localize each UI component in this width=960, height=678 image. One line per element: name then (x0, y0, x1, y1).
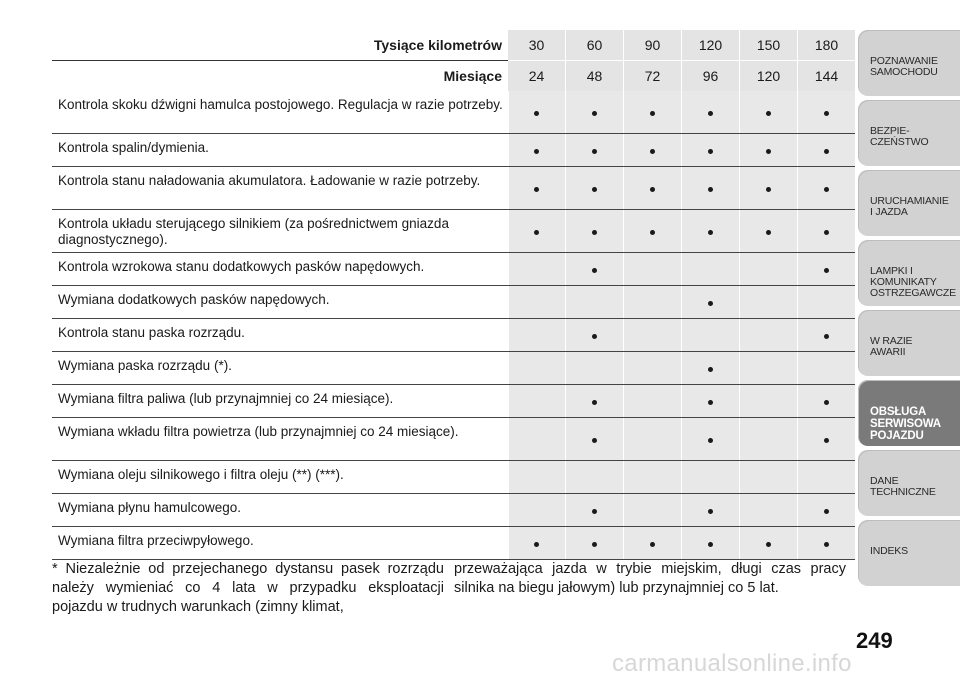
tab-label: W RAZIE AWARII (870, 335, 913, 358)
bullet-icon (708, 149, 713, 154)
interval-cell (624, 253, 682, 286)
interval-cell (798, 91, 856, 134)
interval-cell (682, 418, 740, 461)
interval-cell (740, 134, 798, 167)
row-description: Wymiana filtra przeciwpyłowego. (52, 527, 508, 560)
bullet-icon (592, 509, 597, 514)
interval-cell (682, 527, 740, 560)
bullet-icon (534, 111, 539, 116)
bullet-icon (592, 400, 597, 405)
table-row (52, 253, 855, 286)
interval-cell (566, 352, 624, 385)
interval-cell (798, 319, 856, 352)
table-row (52, 385, 855, 418)
interval-cell (566, 286, 624, 319)
row-description: Kontrola wzrokowa stanu dodatkowych pasków napędowych. (52, 253, 508, 286)
month-value: 120 (740, 61, 798, 92)
table-row (52, 91, 855, 134)
interval-cell (740, 167, 798, 210)
row-description: Wymiana filtra paliwa (lub przynajmniej co 24 miesiące). (52, 385, 508, 418)
table-row (52, 319, 855, 352)
bullet-icon (824, 230, 829, 235)
month-value: 24 (508, 61, 566, 92)
tab-label: INDEKS (870, 545, 908, 557)
interval-cell (624, 527, 682, 560)
bullet-icon (708, 187, 713, 192)
interval-cell (508, 527, 566, 560)
table-body (52, 30, 855, 560)
interval-cell (740, 210, 798, 253)
interval-cell (508, 319, 566, 352)
interval-cell (508, 286, 566, 319)
interval-cell (624, 210, 682, 253)
bullet-icon (766, 111, 771, 116)
interval-cell (798, 494, 856, 527)
bullet-icon (592, 542, 597, 547)
interval-cell (798, 253, 856, 286)
interval-cell (798, 286, 856, 319)
interval-cell (740, 286, 798, 319)
interval-cell (624, 461, 682, 494)
interval-cell (624, 91, 682, 134)
tab-dane-techniczne[interactable] (858, 450, 960, 516)
tab-obsluga-serwisowa[interactable] (858, 380, 960, 446)
interval-cell (624, 418, 682, 461)
tab-bezpieczenstwo[interactable] (858, 100, 960, 166)
interval-cell (624, 385, 682, 418)
interval-cell (566, 134, 624, 167)
bullet-icon (824, 268, 829, 273)
month-value: 96 (682, 61, 740, 92)
month-value: 48 (566, 61, 624, 92)
row-description: Wymiana wkładu filtra powietrza (lub przynajmniej co 24 miesiące). (52, 418, 508, 461)
interval-cell (798, 352, 856, 385)
km-value: 60 (566, 30, 624, 61)
bullet-icon (708, 367, 713, 372)
bullet-icon (592, 334, 597, 339)
interval-cell (798, 210, 856, 253)
bullet-icon (708, 438, 713, 443)
interval-cell (624, 319, 682, 352)
bullet-icon (592, 268, 597, 273)
row-description: Wymiana dodatkowych pasków napędowych. (52, 286, 508, 319)
row-description: Kontrola układu sterującego silnikiem (za pośrednictwem gniazda diagnostycznego). (52, 210, 508, 253)
interval-cell (682, 91, 740, 134)
footnote-left: * Niezależnie od przejechanego dystansu pasek rozrządu należy wymieniać co 4 lata w przypadku eksploatacji pojazdu w trudnych warunkach (zimny klimat, (52, 561, 444, 615)
interval-cell (508, 461, 566, 494)
tab-label: URUCHAMIANIE I JAZDA (870, 195, 949, 218)
interval-cell (682, 319, 740, 352)
maintenance-schedule-table (52, 30, 855, 560)
bullet-icon (824, 334, 829, 339)
interval-cell (508, 253, 566, 286)
table-row (52, 286, 855, 319)
bullet-icon (766, 230, 771, 235)
km-value: 30 (508, 30, 566, 61)
interval-cell (508, 494, 566, 527)
interval-cell (508, 91, 566, 134)
interval-cell (798, 134, 856, 167)
interval-cell (798, 461, 856, 494)
row-description: Wymiana płynu hamulcowego. (52, 494, 508, 527)
bullet-icon (708, 230, 713, 235)
bullet-icon (650, 111, 655, 116)
bullet-icon (592, 438, 597, 443)
table-row (52, 352, 855, 385)
interval-cell (566, 210, 624, 253)
interval-cell (508, 385, 566, 418)
bullet-icon (650, 230, 655, 235)
bullet-icon (824, 400, 829, 405)
interval-cell (508, 167, 566, 210)
interval-cell (682, 167, 740, 210)
interval-cell (508, 418, 566, 461)
bullet-icon (534, 187, 539, 192)
interval-cell (566, 418, 624, 461)
km-label: Tysiące kilometrów (52, 30, 508, 61)
interval-cell (740, 527, 798, 560)
month-value: 72 (624, 61, 682, 92)
interval-cell (682, 253, 740, 286)
bullet-icon (592, 230, 597, 235)
interval-cell (566, 167, 624, 210)
interval-cell (624, 286, 682, 319)
row-description: Wymiana paska rozrządu (*). (52, 352, 508, 385)
interval-cell (682, 494, 740, 527)
bullet-icon (534, 149, 539, 154)
interval-cell (682, 286, 740, 319)
interval-cell (682, 134, 740, 167)
interval-cell (624, 352, 682, 385)
bullet-icon (708, 400, 713, 405)
bullet-icon (650, 149, 655, 154)
month-label: Miesiące (443, 68, 502, 84)
interval-cell (508, 134, 566, 167)
bullet-icon (824, 149, 829, 154)
interval-cell (798, 385, 856, 418)
tab-uruchamianie-i-jazda[interactable] (858, 170, 960, 236)
bullet-icon (824, 187, 829, 192)
bullet-icon (650, 187, 655, 192)
interval-cell (740, 352, 798, 385)
bullet-icon (592, 149, 597, 154)
interval-cell (566, 385, 624, 418)
row-description: Kontrola skoku dźwigni hamulca postojowego. Regulacja w razie potrzeby. (52, 91, 508, 134)
tab-indeks[interactable] (858, 520, 960, 586)
interval-cell (682, 385, 740, 418)
interval-cell (682, 461, 740, 494)
row-description: Wymiana oleju silnikowego i filtra oleju (**) (***). (52, 461, 508, 494)
km-value: 90 (624, 30, 682, 61)
bullet-icon (534, 542, 539, 547)
tab-label: POZNAWANIE SAMOCHODU (870, 55, 938, 78)
tab-poznawanie-samochodu[interactable] (858, 30, 960, 96)
interval-cell (740, 494, 798, 527)
interval-cell (682, 210, 740, 253)
interval-cell (566, 253, 624, 286)
table-row (52, 527, 855, 560)
month-header-row (52, 61, 855, 92)
row-description: Kontrola stanu naładowania akumulatora. Ładowanie w razie potrzeby. (52, 167, 508, 210)
interval-cell (798, 167, 856, 210)
interval-cell (624, 167, 682, 210)
bullet-icon (766, 187, 771, 192)
table-row (52, 167, 855, 210)
interval-cell (566, 319, 624, 352)
interval-cell (740, 418, 798, 461)
row-description: Kontrola spalin/dymienia. (52, 134, 508, 167)
interval-cell (682, 352, 740, 385)
interval-cell (566, 527, 624, 560)
interval-cell (508, 352, 566, 385)
bullet-icon (766, 149, 771, 154)
bullet-icon (708, 542, 713, 547)
table-row (52, 134, 855, 167)
tab-lampki-i-komunikaty[interactable] (858, 240, 960, 306)
interval-cell (798, 418, 856, 461)
tab-label: LAMPKI I KOMUNIKATY OSTRZEGAWCZE (870, 265, 956, 299)
bullet-icon (708, 111, 713, 116)
bullet-icon (824, 438, 829, 443)
bullet-icon (708, 509, 713, 514)
interval-cell (624, 494, 682, 527)
km-header-row (52, 30, 855, 61)
table-row (52, 210, 855, 253)
interval-cell (740, 91, 798, 134)
month-value: 144 (798, 61, 856, 92)
bullet-icon (824, 111, 829, 116)
tab-label: BEZPIE- CZEŃSTWO (870, 125, 929, 148)
tab-label: DANE TECHNICZNE (870, 475, 936, 498)
page-number: 249 (856, 628, 893, 653)
interval-cell (508, 210, 566, 253)
bullet-icon (708, 301, 713, 306)
km-value: 150 (740, 30, 798, 61)
table-row (52, 461, 855, 494)
bullet-icon (592, 111, 597, 116)
km-value: 120 (682, 30, 740, 61)
interval-cell (798, 527, 856, 560)
interval-cell (624, 134, 682, 167)
interval-cell (566, 91, 624, 134)
watermark: carmanualsonline.info (612, 650, 852, 677)
km-value: 180 (798, 30, 856, 61)
tab-label: OBSŁUGA SERWISOWA POJAZDU (870, 406, 941, 442)
row-description: Kontrola stanu paska rozrządu. (52, 319, 508, 352)
table-row (52, 418, 855, 461)
table-row (52, 494, 855, 527)
bullet-icon (534, 230, 539, 235)
interval-cell (740, 461, 798, 494)
interval-cell (740, 253, 798, 286)
tab-w-razie-awarii[interactable] (858, 310, 960, 376)
interval-cell (566, 494, 624, 527)
footnote-right: przeważająca jazda w trybie miejskim, długi czas pracy silnika na biegu jałowym) lub przynajmniej co 5 lat. (454, 561, 846, 596)
chapter-tabs (858, 30, 960, 590)
bullet-icon (824, 542, 829, 547)
interval-cell (740, 385, 798, 418)
interval-cell (566, 461, 624, 494)
bullet-icon (650, 542, 655, 547)
bullet-icon (766, 542, 771, 547)
bullet-icon (824, 509, 829, 514)
interval-cell (740, 319, 798, 352)
bullet-icon (592, 187, 597, 192)
